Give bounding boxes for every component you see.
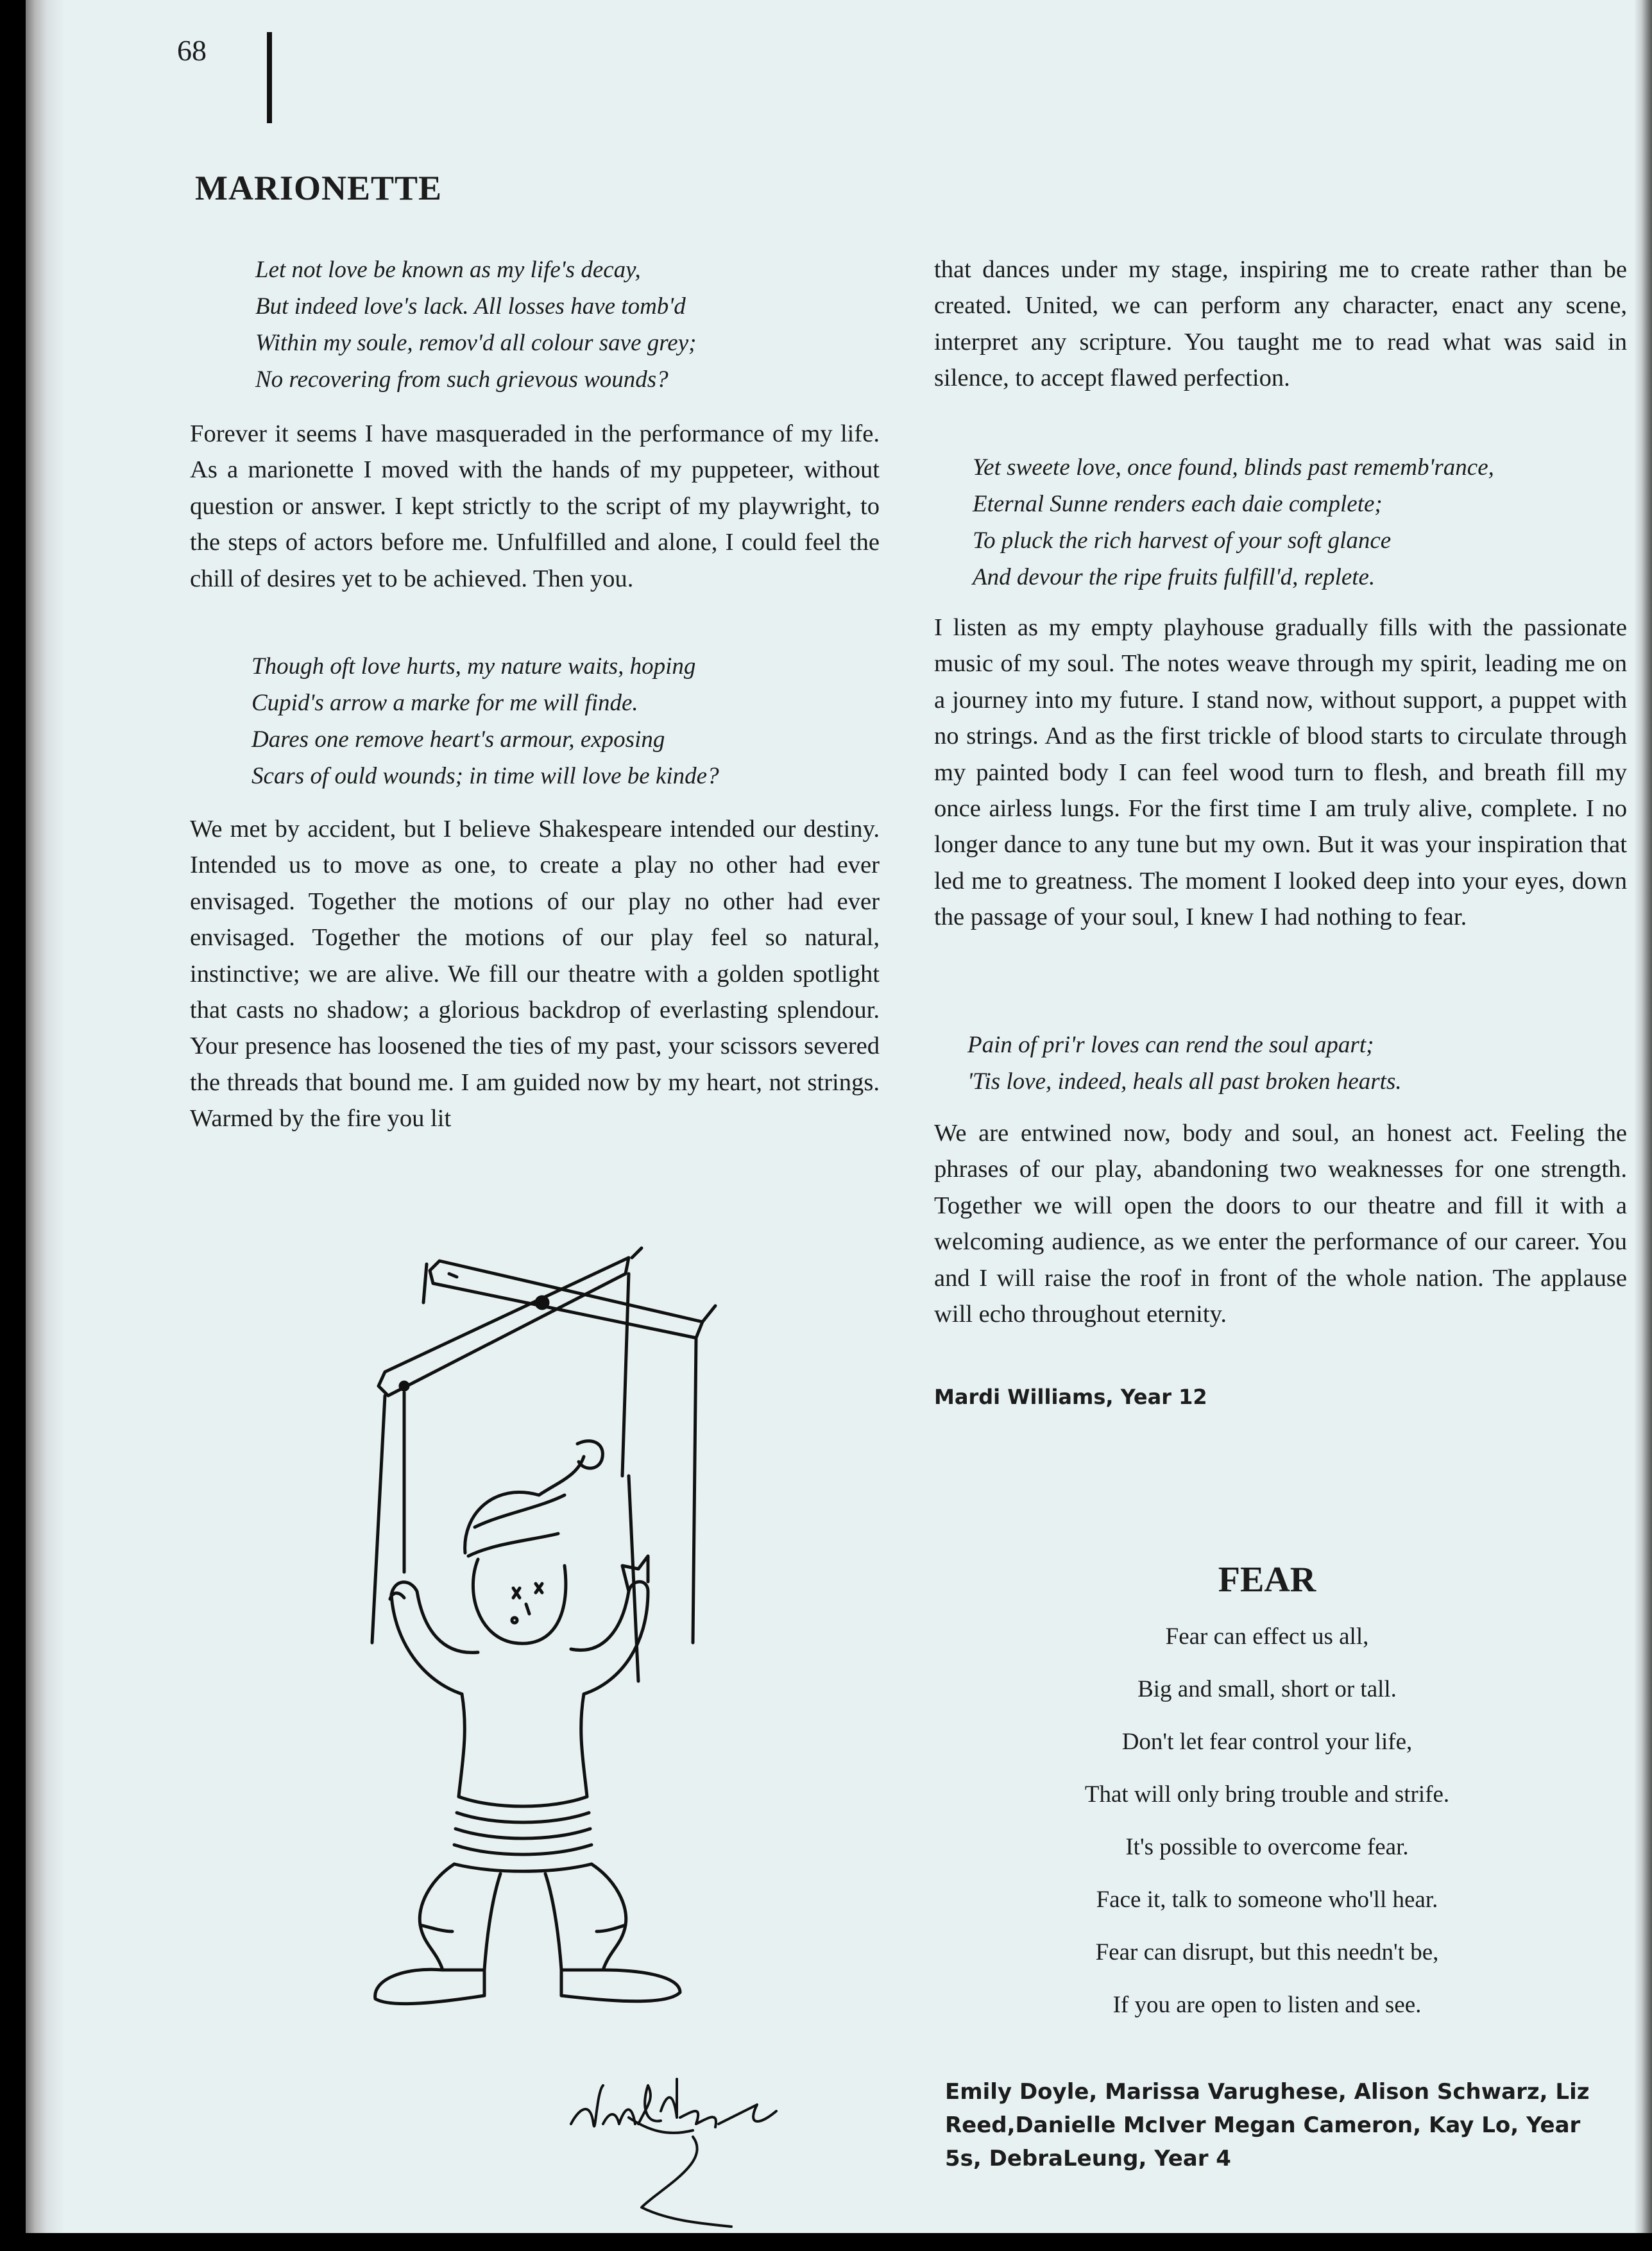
prose-paragraph-3: that dances under my stage, inspiring me to create rather than be created. United, we can perform any character, enact any scene, interpret any scripture. You taught me to read what was said in silence, to accept flawed perfection.: [934, 256, 1627, 392]
page-edge: [1634, 0, 1652, 2233]
verse-stanza-1: [255, 252, 696, 398]
verse-stanza-2: [251, 648, 719, 794]
poem-lines: [924, 1611, 1610, 2032]
poem-title: FEAR: [1218, 1560, 1316, 1600]
poem-line: Fear can disrupt, but this needn't be,: [1095, 1939, 1439, 1965]
verse-line: But indeed love's lack. All losses have tomb'd: [255, 293, 686, 320]
poem-credits: Emily Doyle, Marissa Varughese, Alison Schwarz, Liz Reed,Danielle McIver Megan Cameron, Kay Lo, Year 5s, DebraLeung, Year 4: [945, 2079, 1590, 2171]
poem-line: Fear can effect us all,: [1165, 1623, 1369, 1650]
verse-line: Pain of pri'r loves can rend the soul apart;: [967, 1032, 1374, 1058]
verse-line: Scars of ould wounds; in time will love be kinde?: [251, 763, 719, 789]
verse-stanza-3: [973, 449, 1494, 595]
poem-line: Big and small, short or tall.: [1137, 1676, 1397, 1702]
poem-line: Don't let fear control your life,: [1121, 1729, 1413, 1755]
article-title: MARIONETTE: [195, 169, 443, 207]
verse-line: No recovering from such grievous wounds?: [255, 366, 668, 393]
poem-line: If you are open to listen and see.: [1112, 1992, 1422, 2018]
verse-line: Dares one remove heart's armour, exposing: [251, 726, 665, 753]
poem-line: That will only bring trouble and strife.: [1084, 1781, 1450, 1808]
poem-line: Face it, talk to someone who'll hear.: [1096, 1887, 1438, 1913]
prose-paragraph-5: We are entwined now, body and soul, an honest act. Feeling the phrases of our play, abandoning two weaknesses for one strength. Together we will open the doors to our theatre and fill it with a welcoming audience, as we enter the performance of our career. You and I will raise the roof in front of the whole nation. The applause will echo throughout eternity.: [934, 1120, 1627, 1328]
verse-line: 'Tis love, indeed, heals all past broken hearts.: [967, 1068, 1402, 1095]
verse-line: Eternal Sunne renders each daie complete;: [973, 491, 1383, 517]
artist-signature-icon: [565, 2066, 834, 2233]
page-number-rule: [267, 32, 272, 123]
verse-stanza-4: [967, 1027, 1402, 1100]
verse-line: Within my soule, remov'd all colour save grey;: [255, 330, 697, 356]
article-author: Mardi Williams, Year 12: [934, 1385, 1207, 1409]
prose-paragraph-2: We met by accident, but I believe Shakespeare intended our destiny. Intended us to move as one, to create a play no other had ever envisaged. Together the motions of our play no other had ever envisaged. Together the motions of our play feel so natural, instinctive; we are alive. We fill our theatre with a golden spotlight that casts no shadow; a glorious backdrop of everlasting splendour. Your presence has loosened the ties of my past, your scissors severed the threads that bound me. I am guided now by my heart, not strings. Warmed by the fire you lit: [190, 816, 880, 1133]
prose-paragraph-1: Forever it seems I have masqueraded in the performance of my life. As a marionette I moved with the hands of my puppeteer, without question or answer. I kept strictly to the script of my playwright, to the steps of actors before me. Unfulfilled and alone, I could feel the chill of desires yet to be achieved. Then you.: [190, 420, 880, 592]
poem-line: It's possible to overcome fear.: [1125, 1834, 1409, 1860]
verse-line: Let not love be known as my life's decay,: [255, 257, 641, 283]
page-number: 68: [177, 34, 207, 67]
verse-line: Yet sweete love, once found, blinds past rememb'rance,: [973, 454, 1494, 481]
verse-line: Cupid's arrow a marke for me will finde.: [251, 690, 638, 716]
verse-line: And devour the ripe fruits fulfill'd, replete.: [973, 564, 1375, 590]
marionette-drawing-icon: [346, 1232, 796, 2015]
verse-line: To pluck the rich harvest of your soft glance: [973, 527, 1392, 554]
prose-paragraph-4: I listen as my empty playhouse gradually fills with the passionate music of my soul. The notes weave through my spirit, leading me on a journey into my future. I stand now, without support, a puppet with no strings. And as the first trickle of blood starts to circulate through my painted body I can feel wood turn to flesh, and breath fill my once airless lungs. For the first time I am truly alive, complete. I no longer dance to any tune but my own. But it was your inspiration that led me to greatness. The moment I looked deep into your eyes, down the passage of your soul, I knew I had nothing to fear.: [934, 614, 1627, 931]
verse-line: Though oft love hurts, my nature waits, hoping: [251, 653, 696, 680]
book-binding: [26, 0, 64, 2233]
magazine-page: [26, 0, 1652, 2233]
